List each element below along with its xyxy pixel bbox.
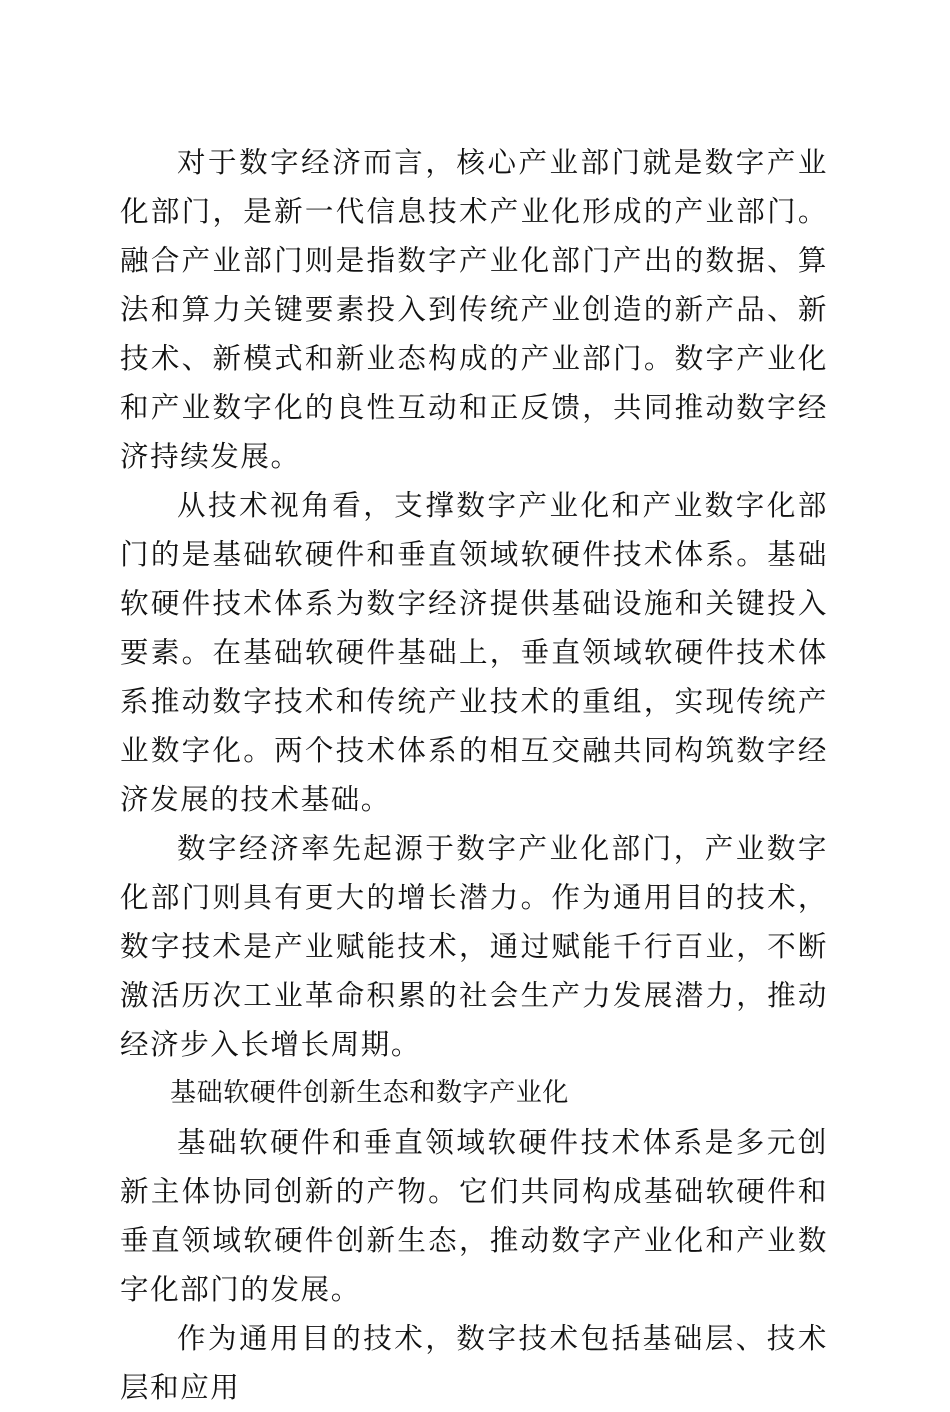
section-heading: 基础软硬件创新生态和数字产业化 <box>170 1078 570 1108</box>
paragraph-innovation-ecosystem: 基础软硬件和垂直领域软硬件技术体系是多元创新主体协同创新的产物。它们共同构成基础软硬件和垂直领域软硬件创新生态，推动数字产业化和产业数字化部门的发展。 <box>120 1126 828 1306</box>
paragraph-growth-potential: 数字经济率先起源于数字产业化部门，产业数字化部门则具有更大的增长潜力。作为通用目的技术，数字技术是产业赋能技术，通过赋能千行百业，不断激活历次工业革命积累的社会生产力发展潜力，推动经济步入长增长周期。 <box>120 832 828 1061</box>
document-body <box>120 138 828 1412</box>
paragraph-core-industry: 对于数字经济而言，核心产业部门就是数字产业化部门，是新一代信息技术产业化形成的产业部门。融合产业部门则是指数字产业化部门产出的数据、算法和算力关键要素投入到传统产业创造的新产品、新技术、新模式和新业态构成的产业部门。数字产业化和产业数字化的良性互动和正反馈，共同推动数字经济持续发展。 <box>120 146 828 473</box>
paragraph-general-purpose-technology: 作为通用目的技术，数字技术包括基础层、技术层和应用 <box>120 1322 828 1404</box>
paragraph-technical-perspective: 从技术视角看，支撑数字产业化和产业数字化部门的是基础软硬件和垂直领域软硬件技术体系。基础软硬件技术体系为数字经济提供基础设施和关键投入要素。在基础软硬件基础上，垂直领域软硬件技术体系推动数字技术和传统产业技术的重组，实现传统产业数字化。两个技术体系的相互交融共同构筑数字经济发展的技术基础。 <box>120 489 828 816</box>
